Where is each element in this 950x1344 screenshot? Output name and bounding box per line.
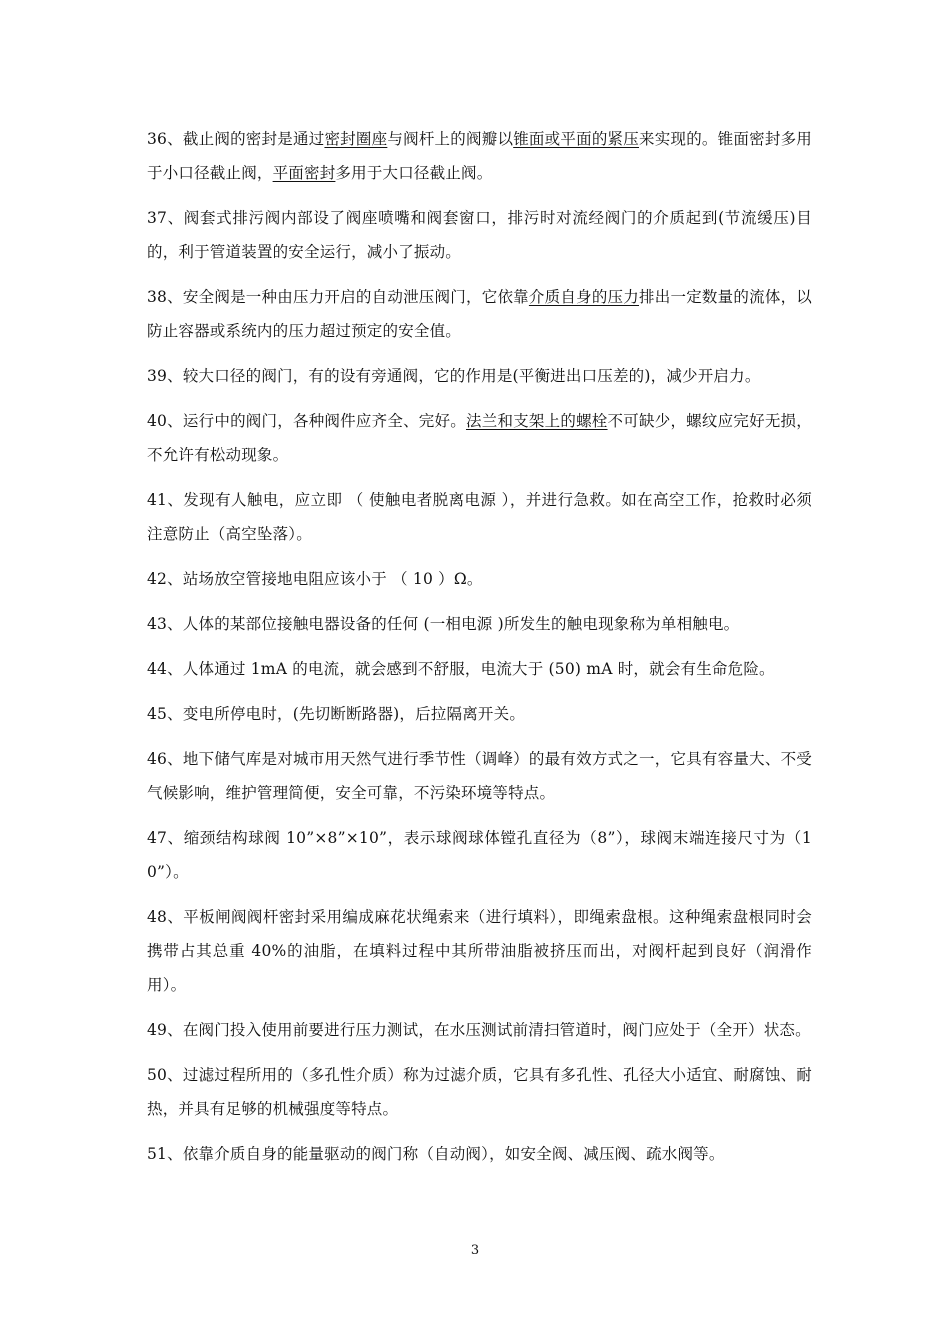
- question-item: [147, 1137, 812, 1171]
- question-text: 排出一定数量的流体，以防止容器或系统内的压力超过预定的安全值。: [147, 288, 812, 340]
- question-text: 41、发现有人触电，应立即 （ 使触电者脱离电源 ），并进行急救。如在高空工作，抢救时必须注意防止（高空坠落）。: [147, 491, 812, 543]
- question-item: [147, 1058, 812, 1126]
- question-text: 43、人体的某部位接触电器设备的任何 (一相电源 )所发生的触电现象称为单相触电。: [147, 615, 740, 633]
- question-text: 44、人体通过 1mA 的电流，就会感到不舒服，电流大于 (50) mA 时，就会有生命危险。: [147, 660, 775, 678]
- underlined-answer: 法兰和支架上的螺栓: [465, 412, 608, 430]
- question-text: 37、阀套式排污阀内部设了阀座喷嘴和阀套窗口，排污时对流经阀门的介质起到(节流缓压)目的，利于管道装置的安全运行，减小了振动。: [147, 209, 812, 261]
- question-text: 48、平板闸阀阀杆密封采用编成麻花状绳索来（进行填料），即绳索盘根。这种绳索盘根同时会携带占其总重 40%的油脂，在填料过程中其所带油脂被挤压而出，对阀杆起到良好（润滑作用）。: [147, 908, 812, 994]
- underlined-answer: 锥面或平面的紧压: [513, 130, 640, 148]
- question-text: 49、在阀门投入使用前要进行压力测试，在水压测试前清扫管道时，阀门应处于（全开）状态。: [147, 1021, 811, 1039]
- question-text: 47、缩颈结构球阀 10”×8”×10”，表示球阀球体镗孔直径为（8”），球阀末端连接尺寸为（10”）。: [147, 829, 812, 881]
- question-item: [147, 280, 812, 348]
- question-text: 46、地下储气库是对城市用天然气进行季节性（调峰）的最有效方式之一，它具有容量大、不受气候影响，维护管理简便，安全可靠，不污染环境等特点。: [147, 750, 812, 802]
- question-text: 来实现的。锥面密封多用于小口径截止阀，: [147, 130, 812, 182]
- question-item: [147, 652, 812, 686]
- question-item: [147, 201, 812, 269]
- question-text: 36、截止阀的密封是通过: [147, 130, 325, 148]
- question-text: 50、过滤过程所用的（多孔性介质）称为过滤介质，它具有多孔性、孔径大小适宜、耐腐蚀、耐热，并具有足够的机械强度等特点。: [147, 1066, 812, 1118]
- question-text: 45、变电所停电时，(先切断断路器)，后拉隔离开关。: [147, 705, 526, 723]
- underlined-answer: 介质自身的压力: [528, 288, 640, 306]
- question-list: [147, 122, 812, 1182]
- underlined-answer: 密封圈座: [324, 130, 388, 148]
- question-item: [147, 562, 812, 596]
- question-text: 多用于大口径截止阀。: [335, 164, 493, 182]
- question-item: [147, 900, 812, 1002]
- question-text: 39、较大口径的阀门，有的设有旁通阀，它的作用是(平衡进出口压差的)，减少开启力。: [147, 367, 761, 385]
- question-item: [147, 742, 812, 810]
- underlined-answer: 平面密封: [272, 164, 336, 182]
- question-item: [147, 359, 812, 393]
- question-text: 不可缺少，螺纹应完好无损，不允许有松动现象。: [147, 412, 812, 464]
- question-item: [147, 122, 812, 190]
- question-item: [147, 483, 812, 551]
- question-item: [147, 404, 812, 472]
- question-item: [147, 607, 812, 641]
- question-item: [147, 821, 812, 889]
- question-text: 38、安全阀是一种由压力开启的自动泄压阀门，它依靠: [147, 288, 529, 306]
- question-text: 51、依靠介质自身的能量驱动的阀门称（自动阀），如安全阀、减压阀、疏水阀等。: [147, 1145, 725, 1163]
- page-number: 3: [470, 1243, 480, 1258]
- question-text: 40、运行中的阀门，各种阀件应齐全、完好。: [147, 412, 466, 430]
- question-item: [147, 697, 812, 731]
- question-item: [147, 1013, 812, 1047]
- question-text: 与阀杆上的阀瓣以: [387, 130, 514, 148]
- question-text: 42、站场放空管接地电阻应该小于 （ 10 ）Ω。: [147, 570, 483, 588]
